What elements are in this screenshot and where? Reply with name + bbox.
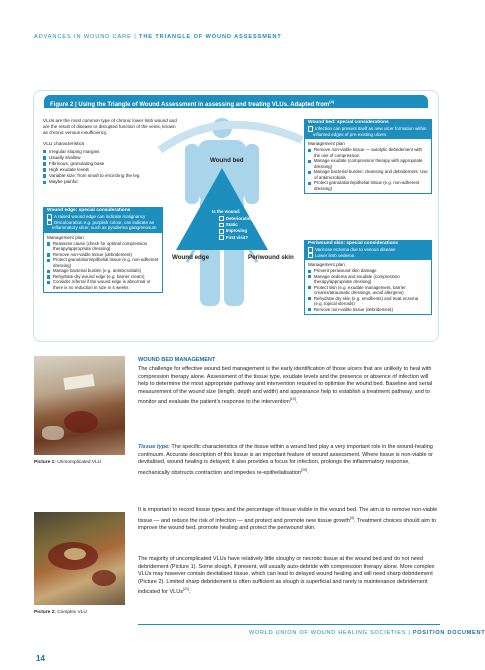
vlu-characteristics-title: VLU characteristics (43, 142, 85, 147)
header-title: THE TRIANGLE OF WOUND ASSESSMENT (139, 34, 282, 40)
list-item: Remove non-viable tissue — autolytic debridement with the use of compression (308, 147, 428, 158)
list-item: Consider referral if the wound edge is abnormal or there is no reduction in size in 4 weeks (47, 279, 159, 290)
wound-bed-label: Wound bed (210, 157, 244, 164)
skin-highlight (42, 426, 64, 440)
picture-2-label: Picture 2: (34, 610, 56, 615)
figure-title: Using the Triangle of Wound Assessment in assessing and treating VLUs. Adapted from (78, 102, 330, 108)
picture-1-caption (34, 460, 101, 465)
footer-rule (138, 624, 440, 625)
list-item: Infection can present itself as new ulcer formation within inflamed edges of pre-existing ulcers (308, 126, 428, 137)
periwound-box (304, 240, 432, 315)
list-item: A raised wound edge can indicate malignancy (47, 214, 159, 220)
periwound-label: Periwound skin (248, 254, 294, 261)
periwound-plan (305, 268, 431, 314)
paragraph-4-ref: [21] (182, 587, 189, 591)
list-item: Discolouration e.g. purplish colour, can indicate an inflammatory ulcer, such as pyoderma gangrenosum (47, 220, 159, 231)
section-title: WOUND BED MANAGEMENT (138, 357, 216, 363)
periwound-head: Periwound skin: special considerations (305, 241, 431, 247)
list-item: Fibrinous, granulating base (43, 161, 178, 167)
figure-title-bar (44, 95, 428, 108)
list-item: Varicose eczema due to venous disease (308, 247, 428, 253)
wound-bed-plan (305, 147, 431, 193)
footer-org: WORLD UNION OF WOUND HEALING SOCIETIES (249, 630, 407, 636)
figure-title-separator: | (75, 102, 79, 108)
triangle-option: Improving (219, 228, 253, 234)
list-item: Protect skin (e.g. exudate management, barrier creams/atraumatic dressings, avoid allergens) (308, 285, 428, 296)
periwound-considerations (305, 247, 431, 260)
wound-bed-considerations (305, 126, 431, 139)
list-item: Usually shallow (43, 155, 178, 161)
list-item: Protect granulation/epithelial tissue (e.g. non-adherent dressing) (308, 180, 428, 191)
list-item: Remove non-viable tissue (debridement) (47, 252, 159, 258)
page-number: 14 (36, 654, 45, 663)
list-item: Manage exudate (compression therapy with appropriate dressing) (308, 158, 428, 169)
ulcer-area (92, 570, 116, 586)
list-item: High exudate levels (43, 167, 178, 173)
ulcer-area (64, 411, 98, 433)
paragraph-4-text: The majority of uncomplicated VLUs have relatively little sloughy or necrotic tissue at the wound bed and do not need debridement (Picture 1). Some slough, if present, will usually auto-debride with compression therapy alone. More complex VLUs may however contain devitalised tissue, which can lead to delayed wound healing and will need sharp debridement (Picture 2). Limited sharp debridement is often sufficient as slough is superficial and rarely is maintenance debridement indicated for VLUs (138, 556, 435, 595)
header-section: ADVANCES IN WOUND CARE (34, 34, 132, 40)
right-arm-shape (245, 144, 259, 204)
header-separator: | (134, 34, 137, 40)
wound-bed-box (304, 119, 432, 194)
figure-label: Figure 2 (50, 102, 74, 108)
picture-2-caption (34, 610, 87, 615)
triangle-question: Is the wound: (212, 209, 241, 214)
picture-2-text: Complex VLU (57, 610, 87, 615)
paragraph-2: Tissue type: The specific characteristics of the tissue within a wound bed play a very important role in the wound-healing continuum. Accurate description of this tissue is an important feature of wound assessment. Where tissue is non-viable or devitalised, wound healing is delayed; it also provides a focus for infection, prolongs the inflammatory response, mechanically obstructs contraction and impedes re-epithelialisation[20]. (138, 444, 434, 476)
wound-bed-head: Wound bed: special considerations (305, 120, 431, 126)
running-header (34, 34, 282, 40)
list-item: Protect granulation/epithelial tissue (e.g. non-adherent dressing) (47, 257, 159, 268)
paragraph-1-ref: [19] (289, 397, 296, 401)
list-item: Reassess cause (check for optimal compression therapy/appropriate dressing) (47, 241, 159, 252)
vlu-characteristics-list (43, 149, 178, 186)
triangle-option: Static (219, 222, 253, 228)
vlu-intro-text: VLUs are the most common type of chronic lower limb wound and are the result of disease or disrupted function of the veins, known as chronic venous insufficiency. (43, 118, 177, 136)
list-item: Remove non-viable tissue (debridement) (308, 307, 428, 313)
wound-bed-plan-title: Management plan (308, 141, 345, 147)
wound-edge-plan-title: Management plan (47, 234, 84, 240)
complex-vlu-photo (34, 512, 125, 605)
paragraph-3-tail: . Treatment choices should aim to improve the wound bed, promote healing and protect the periwound skin. (138, 517, 437, 531)
list-item: Irregular sloping margins (43, 149, 178, 155)
paragraph-3-ref: [4] (349, 515, 354, 520)
wound-edge-head: Wound edge: special considerations (44, 208, 162, 214)
picture-1-text: Unmomplicated VLU (57, 460, 102, 465)
list-item: Maybe painful (43, 179, 178, 185)
list-item: Rehydrate dry wound edge (e.g. barrier cream) (47, 274, 159, 280)
triangle-options (219, 216, 253, 241)
list-item: Prevent periwound skin damage (308, 268, 428, 274)
paragraph-3 (138, 507, 440, 532)
slough-area (64, 548, 86, 560)
list-item: Lower limb oedema (308, 253, 428, 259)
list-item: Manage bacterial burden: cleansing and debridement. Use of antimicrobials (308, 169, 428, 180)
picture-1-label: Picture 1: (34, 460, 56, 465)
periwound-plan-title: Management plan (308, 262, 345, 268)
bandage-shape (63, 374, 94, 390)
footer-doc-type: POSITION DOCUMENT (412, 630, 485, 636)
paragraph-1: The challenge for effective wound bed management is the early identification of those ulcers that are unlikely to heal with compression therapy alone. Assessment of the tissue type, exudate levels and the presence or absence of infection will help to determine the most appropriate pathway and intervention required to optimise the wound bed. Baseline and serial measurement of the wound size (length, depth and width) and appearance help to establish a treatment pathway, and to monitor and evaluate the patient's response to the intervention[19]. (138, 366, 433, 405)
paragraph-2-text: The specific characteristics of the tissue within a wound bed play a very important role in the wound-healing continuum. Accurate description of this tissue is an important feature of wound assessment. Where tissue is non-viable or devitalised, wound healing is delayed; it also provides a focus for infection, prolongs the inflammatory response, mechanically obstructs contraction and impedes re-epithelialisation (138, 444, 434, 476)
left-arm-shape (185, 144, 199, 204)
list-item: Manage oedema and exudate (compression therapy/appropriate dressing) (308, 274, 428, 285)
paragraph-4: The majority of uncomplicated VLUs have relatively little sloughy or necrotic tissue at the wound bed and do not need debridement (Picture 1). Some slough, if present, will usually auto-debride with compression therapy alone. More complex VLUs may however contain devitalised tissue, which can lead to delayed wound healing and will need sharp debridement (Picture 2). Limited sharp debridement is often sufficient as slough is superficial and rarely is maintenance debridement indicated for VLUs[21]. (138, 556, 435, 595)
paragraph-2-ref: [20] (300, 467, 307, 472)
wound-edge-label: Wound edge (172, 254, 210, 261)
list-item: Rehydrate dry skin (e.g. emollients) and treat eczema (e.g. topical steroids) (308, 296, 428, 307)
wound-edge-box (43, 207, 163, 293)
list-item: Variable size: from small to encircling the leg (43, 173, 178, 179)
footer-separator: | (408, 630, 411, 636)
paragraph-1-text: The challenge for effective wound bed management is the early identification of those ulcers that are unlikely to heal with compression therapy alone. Assessment of the tissue type, exudate levels and the presence or absence of infection will help to determine the most appropriate pathway and intervention required to optimise the wound bed. Baseline and serial measurement of the wound size (length, depth and width) and appearance help to establish a treatment pathway, and to monitor and evaluate the patient's response to the intervention (138, 366, 433, 405)
uncomplicated-vlu-photo (34, 356, 125, 455)
wound-edge-plan (44, 241, 162, 293)
triangle-option: Deteriorating (219, 216, 253, 222)
triangle-option: First visit? (219, 235, 253, 241)
tissue-type-term: Tissue type: (138, 444, 170, 450)
running-footer (249, 630, 485, 636)
figure-ref: (4) (329, 99, 335, 104)
paragraph-3-text: It is important to record tissue types and the percentage of tissue visible in the wound bed. The aim is to remove non-viable tissue — and reduce the risk of infection — and protect and promote new tissue growth (138, 507, 438, 524)
list-item: Manage bacterial burden (e.g. antimicrobials) (47, 268, 159, 274)
wound-edge-considerations (44, 214, 162, 233)
